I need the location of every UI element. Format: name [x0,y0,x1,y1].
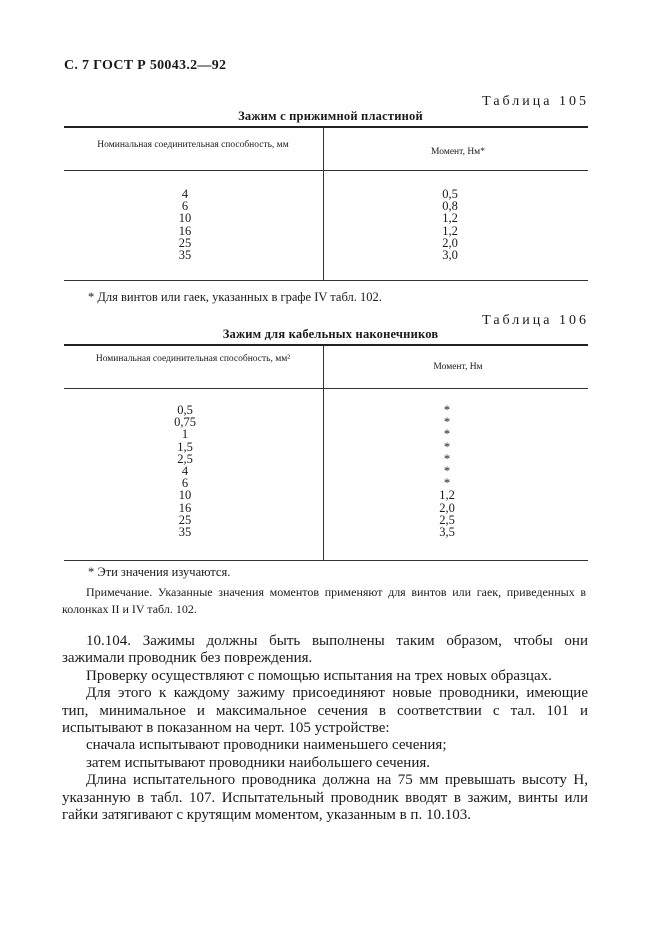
table-105-divider-header [323,128,324,170]
table-106-cell: 35 [178,524,192,539]
table-105-footnote: * Для винтов или гаек, указанных в графе IV табл. 102. [88,290,382,304]
table-106-divider-header [323,346,324,388]
table-106-cell: 3,5 [439,524,455,539]
table-105-col2 [425,188,475,261]
table-106-bottom-rule [64,560,588,561]
table-105-cell: 10 [178,211,192,226]
paragraph-10-104: 10.104. Зажимы должны быть выполнены таким образом, чтобы они зажимали проводник без повреждения. [62,633,588,667]
table-106-cell: 16 [178,500,192,515]
paragraph-check: Проверку осуществляют с помощью испытания на трех новых образцах. [86,667,552,684]
table-105-cell: 3,0 [442,247,458,262]
table-106-cell: * [443,427,451,442]
table-106-cell: 2,5 [439,512,455,527]
table-106-cell: * [443,439,451,454]
table-105-cell: 25 [178,235,192,250]
table-105-cell: 1,2 [442,211,458,226]
table-106-cell: 1 [181,427,189,442]
paragraph-first-step: сначала испытывают проводники наименьшего сечения; [86,737,447,754]
table-105-cell: 2,0 [442,235,458,250]
table-106-cell: * [443,451,451,466]
paragraph-length: Длина испытательного проводника должна на 75 мм превышать высоту H, указанную в табл. 107. Испытательный проводник вводят в зажим, винты или гайки затягивают с крутящим моментом, указанным в п. 10.103. [62,772,588,824]
table-105-cell: 16 [178,223,192,238]
table-106-cell: 25 [178,512,192,527]
table-106-cell: 2,0 [439,500,455,515]
table-106-divider-body [323,388,324,560]
table-106-cell: 10 [178,488,192,503]
table-106-cell: * [443,415,451,430]
table-106-cell: 2,5 [177,451,193,466]
table-106-cell: 6 [181,476,189,491]
table-106-caption: Таблица 106 [482,313,589,328]
table-106-cell: 0,5 [177,403,193,417]
table-106-cell: * [443,403,451,417]
table-105-col1-header: Номинальная соединительная способность, мм [97,140,289,150]
table-105-col1 [160,188,210,261]
table-105-header-rule [64,170,588,171]
table-106-col2 [422,404,472,538]
table-106-cell: * [443,463,451,478]
table-105-cell: 0,8 [442,199,458,214]
table-105-col2-header: Момент, Нм* [431,147,485,157]
table-105-top-rule [64,126,588,128]
table-106-top-rule [64,344,588,346]
table-106-header-rule [64,388,588,389]
table-105-cell: 0,5 [442,187,458,201]
table-106-cell: * [443,476,451,491]
page-header: С. 7 ГОСТ Р 50043.2—92 [64,58,227,73]
table-105-bottom-rule [64,280,588,281]
table-105-caption: Таблица 105 [482,94,589,109]
paragraph-procedure: Для этого к каждому зажиму присоединяют новые проводники, имеющие тип, минимальное и максимальное сечения в соответствии с тал. 101 и испытывают в показанном на черт. 105 устройстве: [62,685,588,737]
table-105-cell: 1,2 [442,223,458,238]
table-106-footnote: * Эти значения изучаются. [88,565,231,579]
body-text [62,633,588,824]
table-106-cell: 0,75 [174,415,196,430]
table-106-col2-header: Момент, Нм [433,362,483,372]
table-105-cell: 4 [181,187,189,201]
table-106-cell: 4 [181,463,189,478]
table-106-col1-header: Номинальная соединительная способность, мм² [95,354,291,364]
table-106-cell: 1,2 [439,488,455,503]
table-105-cell: 6 [181,199,189,214]
table-106-title: Зажим для кабельных наконечников [222,327,439,341]
table-105-title: Зажим с прижимной пластиной [238,109,423,123]
table-106-note: Примечание. Указанные значения моментов применяют для винтов или гаек, приведенных в колонках II и IV табл. 102. [62,585,586,616]
table-105-cell: 35 [178,247,192,262]
table-105-divider-body [323,170,324,280]
paragraph-second-step: затем испытывают проводники наибольшего сечения. [86,754,430,771]
table-106-col1 [160,404,210,538]
table-106-cell: 1,5 [177,439,193,454]
